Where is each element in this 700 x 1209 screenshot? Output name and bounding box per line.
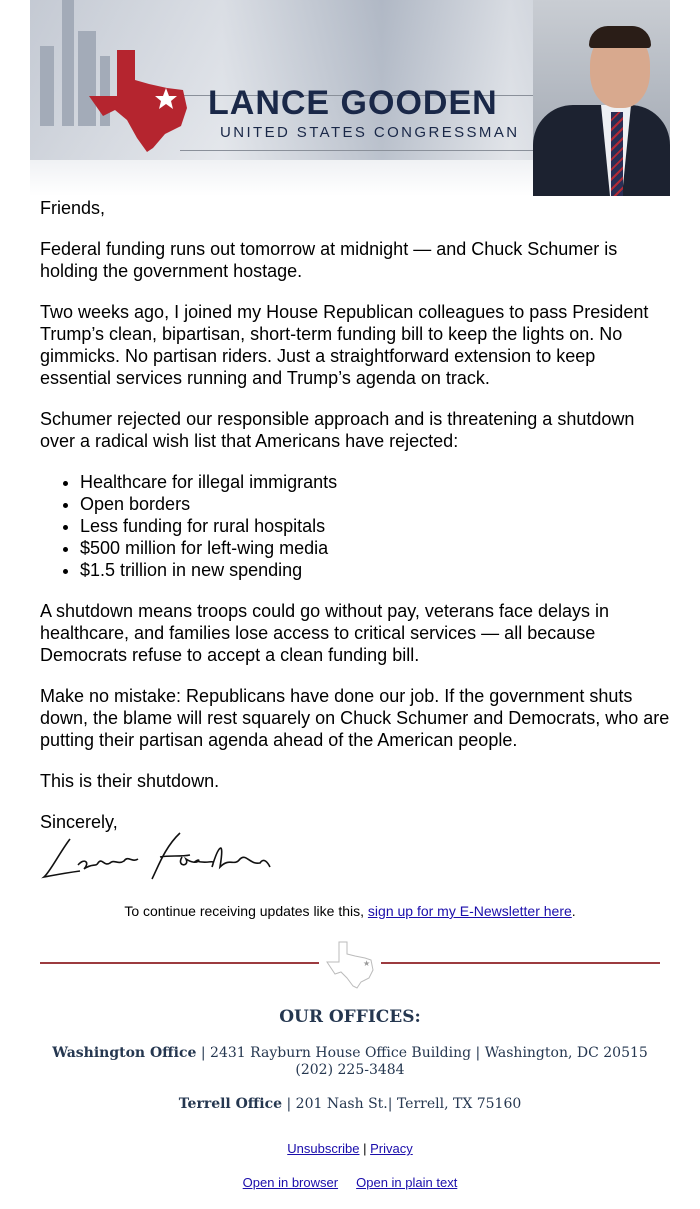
privacy-link[interactable]: Privacy: [370, 1141, 413, 1156]
view-links: [0, 1175, 700, 1190]
svg-text:★: ★: [363, 959, 371, 968]
footer-links: Unsubscribe | Privacy: [287, 1141, 413, 1156]
open-plain-text-link[interactable]: Open in plain text: [356, 1175, 458, 1190]
wish-list: [40, 471, 670, 581]
list-item: • Healthcare for illegal immigrants: [80, 471, 670, 493]
letter-body: [40, 197, 670, 892]
paragraph: Make no mistake: Republicans have done our job. If the government shuts down, the blame will rest squarely on Chuck Schumer and Democrats, who are putting their partisan agenda ahead of the American people.: [40, 686, 670, 750]
terrell-office: Terrell Office | 201 Nash St.| Terrell, TX 75160: [178, 1096, 522, 1112]
texas-outline-icon: [323, 940, 379, 990]
paragraph: Two weeks ago, I joined my House Republican colleagues to pass President Trump’s clean, bipartisan, short-term funding bill to keep the lights on. No gimmicks. No partisan riders. Just a straightforward extension to keep essential services running and Trump’s agenda on track.: [40, 302, 649, 388]
list-item: • Open borders: [80, 493, 670, 515]
paragraph: This is their shutdown.: [40, 771, 220, 791]
paragraph: A shutdown means troops could go without pay, veterans face delays in healthcare, and families lose access to critical services — all because Democrats refuse to accept a clean funding bill.: [40, 601, 610, 665]
banner-name: LANCE GOODEN: [208, 84, 498, 122]
paragraph: Schumer rejected our responsible approach and is threatening a shutdown over a radical wish list that Americans have rejected:: [40, 409, 635, 451]
newsletter-signup-link[interactable]: sign up for my E-Newsletter here: [367, 903, 572, 919]
washington-office: Washington Office | 2431 Rayburn House Office Building | Washington, DC 20515 (202) 225-3484: [52, 1045, 648, 1078]
congressman-photo: [533, 0, 670, 196]
open-in-browser-link[interactable]: Open in browser: [242, 1175, 339, 1190]
banner-subtitle: UNITED STATES CONGRESSMAN: [220, 124, 520, 141]
paragraph: Federal funding runs out tomorrow at midnight — and Chuck Schumer is holding the government hostage.: [40, 239, 618, 281]
divider-left: [40, 962, 319, 964]
divider-right: [381, 962, 660, 964]
newsletter-cta: To continue receiving updates like this, sign up for my E-Newsletter here.: [124, 903, 576, 919]
unsubscribe-link[interactable]: Unsubscribe: [287, 1141, 360, 1156]
header-banner: [30, 0, 670, 196]
skyline: [40, 46, 54, 126]
list-item: • $1.5 trillion in new spending: [80, 559, 670, 581]
texas-map-icon: [87, 48, 197, 153]
list-item: • $500 million for left-wing media: [80, 537, 670, 559]
closing: Sincerely,: [40, 812, 118, 832]
offices-heading: OUR OFFICES:: [279, 1007, 421, 1027]
greeting: Friends,: [40, 198, 106, 218]
signature-image: [40, 827, 280, 887]
list-item: • Less funding for rural hospitals: [80, 515, 670, 537]
